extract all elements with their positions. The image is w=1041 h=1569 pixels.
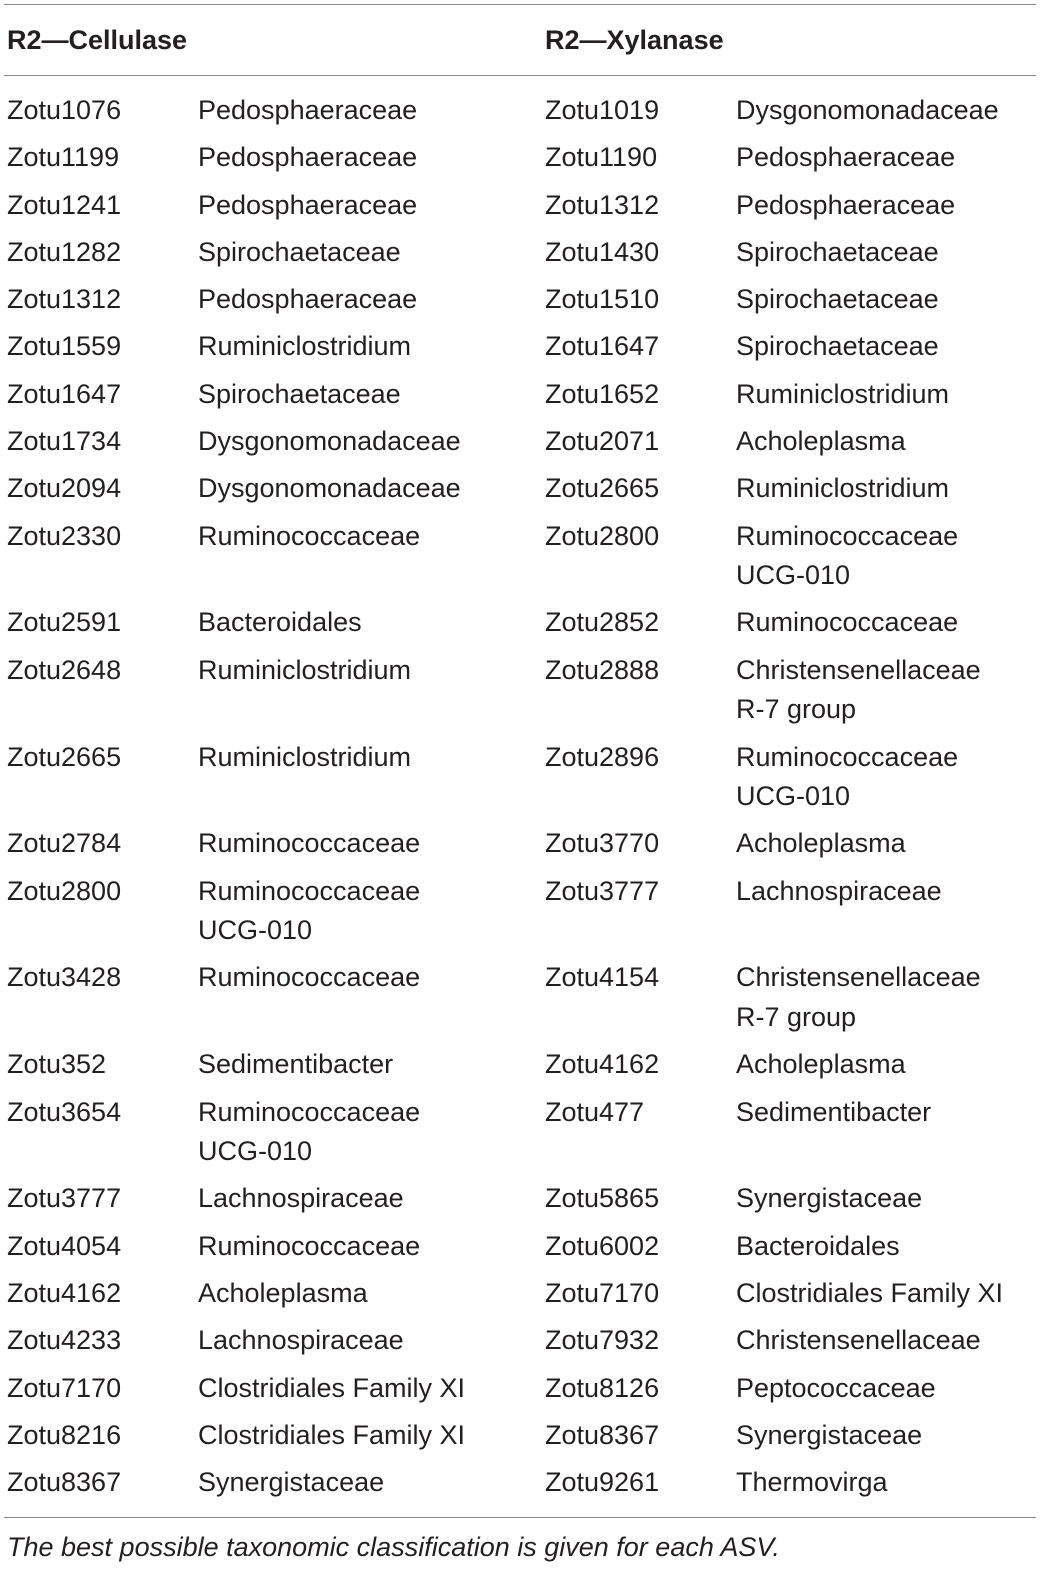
taxonomy-line: Christensenellaceae xyxy=(736,654,981,685)
taxonomy-line: Sedimentibacter xyxy=(198,1049,394,1080)
xylanase-asv-id: Zotu5865 xyxy=(545,1183,660,1214)
cellulase-taxonomy xyxy=(198,1093,528,1172)
taxonomy-line: Acholeplasma xyxy=(736,1049,906,1080)
taxonomy-line: Dysgonomonadaceae xyxy=(198,473,461,504)
cellulase-asv-id: Zotu2648 xyxy=(7,654,122,685)
cellulase-asv-id: Zotu3777 xyxy=(7,1183,122,1214)
xylanase-taxonomy xyxy=(736,738,1036,817)
table-row xyxy=(0,651,1036,738)
cellulase-taxonomy xyxy=(198,1321,528,1361)
cellulase-asv-id: Zotu2330 xyxy=(7,520,122,551)
table-row xyxy=(0,1179,1036,1226)
cellulase-taxonomy xyxy=(198,1416,528,1456)
taxonomy-line: Ruminiclostridium xyxy=(198,331,412,362)
table-row xyxy=(0,1369,1036,1416)
table-row xyxy=(0,375,1036,422)
xylanase-taxonomy xyxy=(736,138,1036,178)
table-row xyxy=(0,469,1036,516)
xylanase-asv-id: Zotu1652 xyxy=(545,378,660,409)
xylanase-taxonomy xyxy=(736,233,1036,273)
taxonomy-line: Acholeplasma xyxy=(736,426,906,457)
xylanase-taxonomy xyxy=(736,1416,1036,1456)
taxonomy-line: Thermovirga xyxy=(736,1467,888,1498)
cellulase-asv-id: Zotu2591 xyxy=(7,607,122,638)
taxonomy-line: Sedimentibacter xyxy=(736,1096,932,1127)
xylanase-taxonomy xyxy=(736,872,1036,912)
taxonomy-line: Ruminiclostridium xyxy=(198,741,412,772)
table-row xyxy=(0,233,1036,280)
taxonomy-line: Peptococcaceae xyxy=(736,1372,936,1403)
cellulase-asv-id: Zotu2784 xyxy=(7,828,122,859)
xylanase-asv-id: Zotu8126 xyxy=(545,1372,660,1403)
cellulase-asv-id: Zotu4233 xyxy=(7,1325,122,1356)
taxonomy-line: Lachnospiraceae xyxy=(736,875,942,906)
cellulase-taxonomy xyxy=(198,91,528,131)
xylanase-taxonomy xyxy=(736,824,1036,864)
taxonomy-line: Clostridiales Family XI xyxy=(198,1419,466,1450)
cellulase-taxonomy xyxy=(198,1227,528,1267)
table-row xyxy=(0,422,1036,469)
taxonomy-line: UCG-010 xyxy=(198,1136,313,1167)
taxonomy-line: Bacteroidales xyxy=(736,1230,900,1261)
table-row xyxy=(0,327,1036,374)
taxonomy-line: Ruminococcaceae xyxy=(736,741,959,772)
xylanase-asv-id: Zotu1312 xyxy=(545,189,660,220)
xylanase-taxonomy xyxy=(736,91,1036,131)
xylanase-asv-id: Zotu1510 xyxy=(545,284,660,315)
cellulase-asv-id: Zotu1559 xyxy=(7,331,122,362)
xylanase-asv-id: Zotu1647 xyxy=(545,331,660,362)
cellulase-asv-id: Zotu3654 xyxy=(7,1096,122,1127)
taxonomy-line: Synergistaceae xyxy=(736,1183,923,1214)
cellulase-taxonomy xyxy=(198,1274,528,1314)
cellulase-asv-id: Zotu1312 xyxy=(7,284,122,315)
cellulase-asv-id: Zotu1734 xyxy=(7,426,122,457)
cellulase-asv-id: Zotu1199 xyxy=(7,142,120,173)
taxonomy-line: Pedosphaeraceae xyxy=(198,284,418,315)
table-header-rule xyxy=(4,75,1036,76)
taxonomy-line: Lachnospiraceae xyxy=(198,1325,404,1356)
cellulase-asv-id: Zotu7170 xyxy=(7,1372,122,1403)
taxonomy-line: Spirochaetaceae xyxy=(736,331,939,362)
taxonomy-line: Lachnospiraceae xyxy=(198,1183,404,1214)
taxonomy-line: Synergistaceae xyxy=(198,1467,385,1498)
taxonomy-line: Synergistaceae xyxy=(736,1419,923,1450)
cellulase-taxonomy xyxy=(198,469,528,509)
taxonomy-line: Pedosphaeraceae xyxy=(198,95,418,125)
taxonomy-line: Ruminococcaceae xyxy=(198,1230,421,1261)
cellulase-taxonomy xyxy=(198,138,528,178)
xylanase-asv-id: Zotu2852 xyxy=(545,607,660,638)
cellulase-taxonomy xyxy=(198,280,528,320)
cellulase-taxonomy xyxy=(198,375,528,415)
xylanase-asv-id: Zotu2071 xyxy=(545,426,660,457)
table-row xyxy=(0,824,1036,871)
xylanase-taxonomy xyxy=(736,1227,1036,1267)
taxonomy-line: Ruminococcaceae xyxy=(736,520,959,551)
cellulase-taxonomy xyxy=(198,824,528,864)
taxonomy-line: UCG-010 xyxy=(736,560,851,591)
xylanase-taxonomy xyxy=(736,958,1036,1037)
cellulase-taxonomy xyxy=(198,1463,528,1503)
taxonomy-line: Pedosphaeraceae xyxy=(736,142,956,173)
xylanase-asv-id: Zotu1430 xyxy=(545,236,660,267)
table-row xyxy=(0,1093,1036,1180)
taxonomy-line: Clostridiales Family XI xyxy=(736,1277,1004,1308)
taxonomy-line: R-7 group xyxy=(736,694,857,725)
cellulase-asv-id: Zotu1282 xyxy=(7,236,122,267)
cellulase-asv-id: Zotu2665 xyxy=(7,741,122,772)
taxonomy-line: Acholeplasma xyxy=(736,828,906,859)
table-row xyxy=(0,1274,1036,1321)
taxonomy-line: Dysgonomonadaceae xyxy=(198,426,461,457)
xylanase-taxonomy xyxy=(736,1274,1036,1314)
cellulase-taxonomy xyxy=(198,422,528,462)
table-header xyxy=(0,20,1036,60)
taxonomy-line: Christensenellaceae xyxy=(736,1325,981,1356)
cellulase-asv-id: Zotu3428 xyxy=(7,962,122,993)
table-body xyxy=(0,91,1036,1510)
cellulase-taxonomy xyxy=(198,1179,528,1219)
cellulase-asv-id: Zotu1076 xyxy=(7,95,122,125)
cellulase-taxonomy xyxy=(198,517,528,557)
taxonomy-line: Ruminiclostridium xyxy=(198,654,412,685)
xylanase-asv-id: Zotu477 xyxy=(545,1096,645,1127)
taxonomy-line: Pedosphaeraceae xyxy=(198,142,418,173)
xylanase-taxonomy xyxy=(736,280,1036,320)
xylanase-taxonomy xyxy=(736,1045,1036,1085)
cellulase-taxonomy xyxy=(198,1369,528,1409)
taxonomy-line: UCG-010 xyxy=(736,781,851,812)
taxonomy-line: Pedosphaeraceae xyxy=(736,189,956,220)
taxonomy-line: Ruminococcaceae xyxy=(198,1096,421,1127)
table-row xyxy=(0,872,1036,959)
xylanase-asv-id: Zotu2888 xyxy=(545,654,660,685)
table-top-rule xyxy=(4,4,1036,5)
cellulase-taxonomy xyxy=(198,872,528,951)
table-bottom-rule xyxy=(4,1517,1036,1518)
table-row xyxy=(0,186,1036,233)
xylanase-taxonomy xyxy=(736,1179,1036,1219)
table-row xyxy=(0,603,1036,650)
taxonomy-line: UCG-010 xyxy=(198,915,313,946)
xylanase-asv-id: Zotu7170 xyxy=(545,1277,660,1308)
taxonomy-line: Ruminococcaceae xyxy=(198,875,421,906)
taxonomy-line: Spirochaetaceae xyxy=(198,236,401,267)
xylanase-taxonomy xyxy=(736,422,1036,462)
cellulase-taxonomy xyxy=(198,738,528,778)
xylanase-taxonomy xyxy=(736,327,1036,367)
cellulase-taxonomy xyxy=(198,603,528,643)
cellulase-taxonomy xyxy=(198,327,528,367)
xylanase-asv-id: Zotu2896 xyxy=(545,741,660,772)
table-row xyxy=(0,517,1036,604)
xylanase-asv-id: Zotu3777 xyxy=(545,875,660,906)
table-row xyxy=(0,138,1036,185)
table-row xyxy=(0,1227,1036,1274)
table-row xyxy=(0,738,1036,825)
xylanase-taxonomy xyxy=(736,469,1036,509)
taxonomy-line: Spirochaetaceae xyxy=(736,284,939,315)
xylanase-asv-id: Zotu1190 xyxy=(545,142,658,173)
taxonomy-line: Pedosphaeraceae xyxy=(198,189,418,220)
xylanase-asv-id: Zotu7932 xyxy=(545,1325,660,1356)
taxonomy-line: R-7 group xyxy=(736,1001,857,1032)
xylanase-taxonomy xyxy=(736,603,1036,643)
table-row xyxy=(0,958,1036,1045)
table-row xyxy=(0,91,1036,138)
header-cellulase: R2—Cellulase xyxy=(7,25,188,55)
cellulase-asv-id: Zotu4054 xyxy=(7,1230,122,1261)
cellulase-taxonomy xyxy=(198,1045,528,1085)
xylanase-asv-id: Zotu8367 xyxy=(545,1419,660,1450)
taxonomy-line: Ruminococcaceae xyxy=(198,520,421,551)
xylanase-asv-id: Zotu4162 xyxy=(545,1049,660,1080)
header-xylanase: R2—Xylanase xyxy=(545,25,724,55)
xylanase-asv-id: Zotu4154 xyxy=(545,962,660,993)
cellulase-asv-id: Zotu352 xyxy=(7,1049,107,1080)
xylanase-asv-id: Zotu6002 xyxy=(545,1230,660,1261)
xylanase-taxonomy xyxy=(736,1463,1036,1503)
table-row xyxy=(0,280,1036,327)
xylanase-asv-id: Zotu1019 xyxy=(545,95,660,125)
taxonomy-line: Acholeplasma xyxy=(198,1277,368,1308)
taxonomy-line: Spirochaetaceae xyxy=(736,236,939,267)
xylanase-taxonomy xyxy=(736,651,1036,730)
xylanase-taxonomy xyxy=(736,1093,1036,1133)
taxonomy-line: Ruminococcaceae xyxy=(198,962,421,993)
xylanase-taxonomy xyxy=(736,1321,1036,1361)
taxonomy-line: Clostridiales Family XI xyxy=(198,1372,466,1403)
xylanase-taxonomy xyxy=(736,1369,1036,1409)
cellulase-asv-id: Zotu2094 xyxy=(7,473,122,504)
taxonomy-line: Christensenellaceae xyxy=(736,962,981,993)
taxonomy-line: Ruminiclostridium xyxy=(736,378,950,409)
xylanase-asv-id: Zotu3770 xyxy=(545,828,660,859)
table-footnote: The best possible taxonomic classification is given for each ASV. xyxy=(7,1532,780,1562)
table-row xyxy=(0,1463,1036,1510)
table-row xyxy=(0,1321,1036,1368)
cellulase-asv-id: Zotu4162 xyxy=(7,1277,122,1308)
xylanase-asv-id: Zotu2665 xyxy=(545,473,660,504)
cellulase-taxonomy xyxy=(198,186,528,226)
table-row xyxy=(0,1045,1036,1092)
taxonomy-line: Spirochaetaceae xyxy=(198,378,401,409)
table-row xyxy=(0,1416,1036,1463)
cellulase-asv-id: Zotu1241 xyxy=(7,189,122,220)
cellulase-taxonomy xyxy=(198,958,528,998)
taxonomy-line: Dysgonomonadaceae xyxy=(736,95,999,125)
taxonomy-line: Bacteroidales xyxy=(198,607,362,638)
cellulase-asv-id: Zotu8367 xyxy=(7,1467,122,1498)
taxonomy-line: Ruminococcaceae xyxy=(198,828,421,859)
xylanase-asv-id: Zotu9261 xyxy=(545,1467,660,1498)
cellulase-asv-id: Zotu2800 xyxy=(7,875,122,906)
taxonomy-line: Ruminococcaceae xyxy=(736,607,959,638)
xylanase-asv-id: Zotu2800 xyxy=(545,520,660,551)
xylanase-taxonomy xyxy=(736,186,1036,226)
cellulase-taxonomy xyxy=(198,233,528,273)
xylanase-taxonomy xyxy=(736,375,1036,415)
taxonomy-line: Ruminiclostridium xyxy=(736,473,950,504)
cellulase-asv-id: Zotu8216 xyxy=(7,1419,122,1450)
cellulase-taxonomy xyxy=(198,651,528,691)
xylanase-taxonomy xyxy=(736,517,1036,596)
cellulase-asv-id: Zotu1647 xyxy=(7,378,122,409)
